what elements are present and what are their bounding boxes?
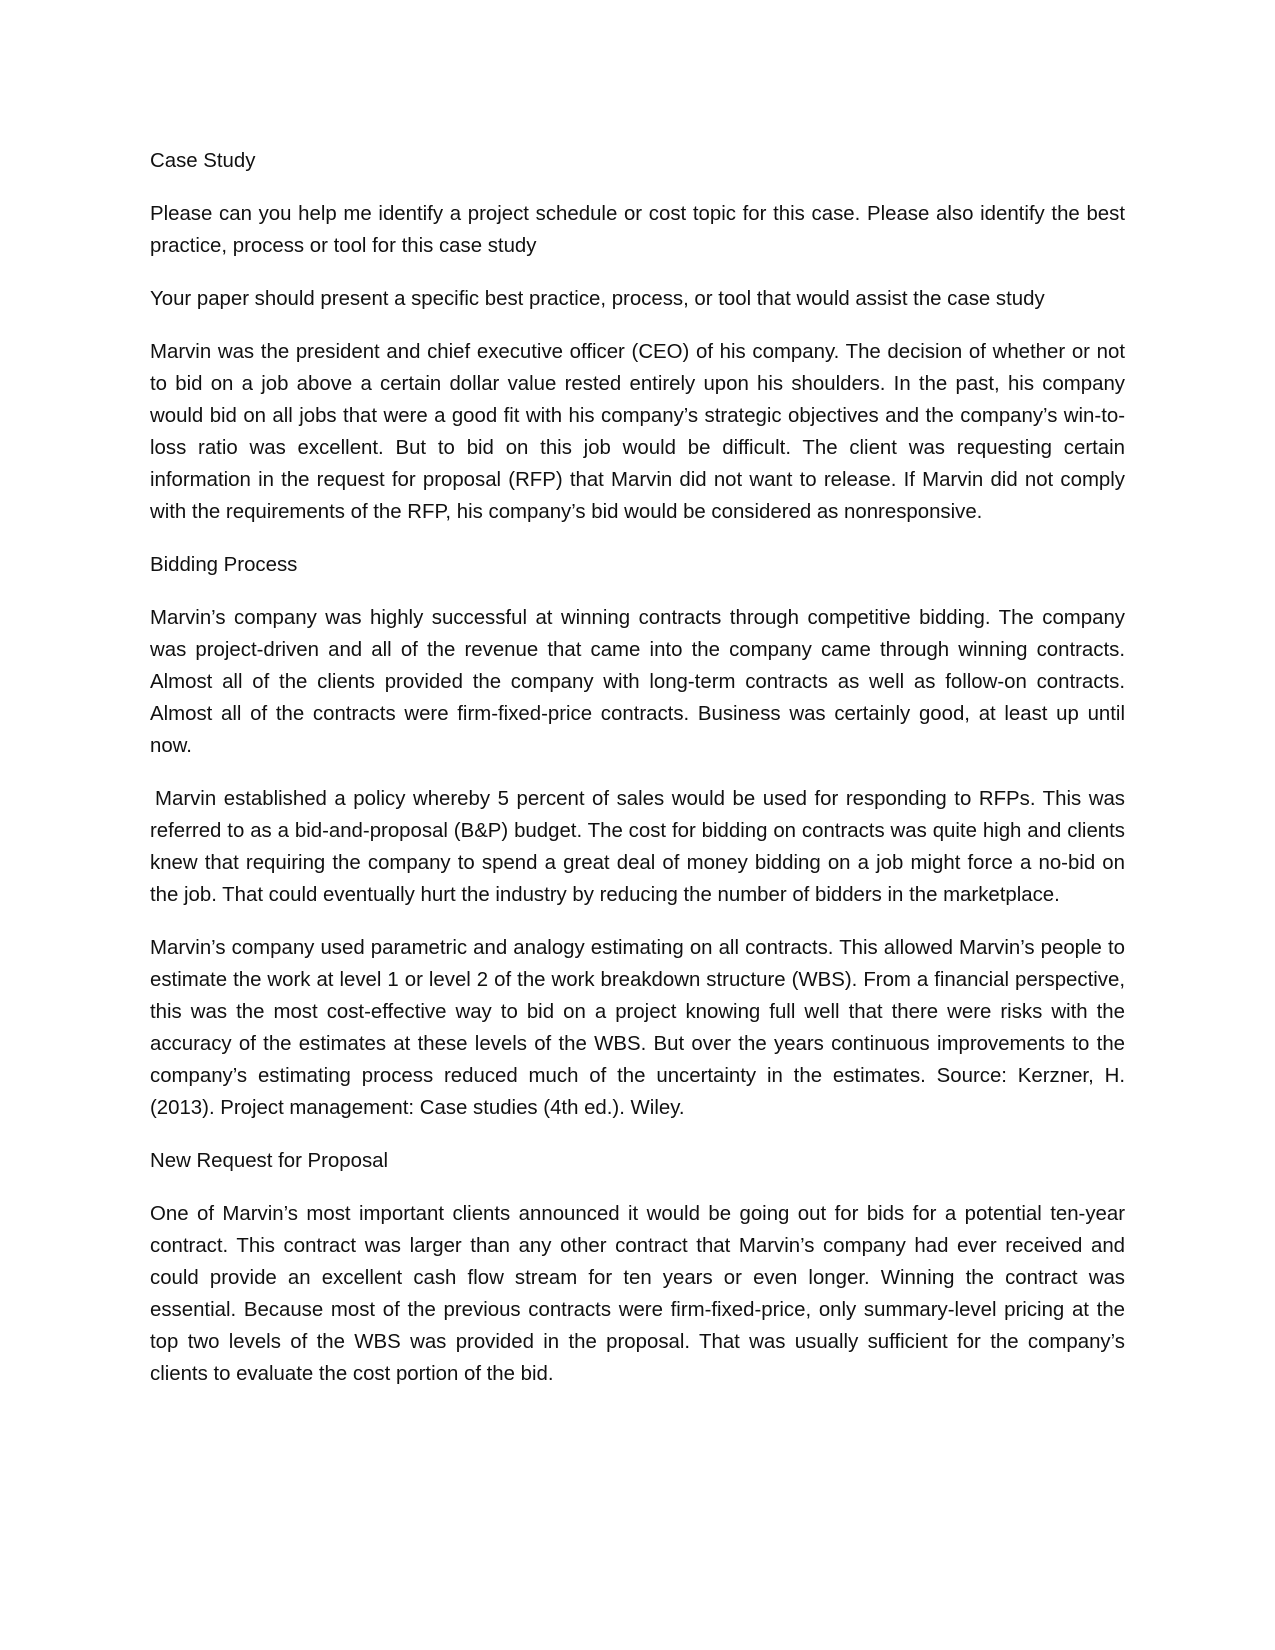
- section-heading-new-rfp: New Request for Proposal: [150, 1150, 389, 1172]
- bidding-paragraph-2: Marvin established a policy whereby 5 percent of sales would be used for responding to RFPs. This was referred to as a bid-and-proposal (B&P) budget. The cost for bidding on contracts was quite high and clients knew that requiring the company to spend a great deal of money bidding on a job might force a no-bid on the job. That could eventually hurt the industry by reducing the number of bidders in the marketplace.: [150, 788, 1125, 906]
- instruction-paragraph: Your paper should present a specific best practice, process, or tool that would assist the case study: [150, 288, 1045, 310]
- new-rfp-paragraph-1: One of Marvin’s most important clients announced it would be going out for bids for a potential ten-year contract. This contract was larger than any other contract that Marvin’s company had ever received and could provide an excellent cash flow stream for ten years or even longer. Winning the contract was essential. Because most of the previous contracts were firm-fixed-price, only summary-level pricing at the top two levels of the WBS was provided in the proposal. That was usually sufficient for the company’s clients to evaluate the cost portion of the bid.: [150, 1203, 1125, 1385]
- bidding-paragraph-1: Marvin’s company was highly successful at winning contracts through competitive bidding. The company was project-driven and all of the revenue that came into the company came through winning contracts. Almost all of the clients provided the company with long-term contracts as well as follow-on contracts. Almost all of the contracts were firm-fixed-price contracts. Business was certainly good, at least up until now.: [150, 607, 1125, 757]
- intro-paragraph: Marvin was the president and chief executive officer (CEO) of his company. The decision of whether or not to bid on a job above a certain dollar value rested entirely upon his shoulders. In the past, his company would bid on all jobs that were a good fit with his company’s strategic objectives and the company’s win-to-loss ratio was excellent. But to bid on this job would be difficult. The client was requesting certain information in the request for proposal (RFP) that Marvin did not want to release. If Marvin did not comply with the requirements of the RFP, his company’s bid would be considered as nonresponsive.: [150, 341, 1125, 523]
- bidding-paragraph-3: Marvin’s company used parametric and analogy estimating on all contracts. This allowed Marvin’s people to estimate the work at level 1 or level 2 of the work breakdown structure (WBS). From a financial perspective, this was the most cost-effective way to bid on a project knowing full well that there were risks with the accuracy of the estimates at these levels of the WBS. But over the years continuous improvements to the company’s estimating process reduced much of the uncertainty in the estimates. Source: Kerzner, H. (2013). Project management: Case studies (4th ed.). Wiley.: [150, 937, 1125, 1119]
- section-heading-bidding-process: Bidding Process: [150, 554, 298, 576]
- page-title: Case Study: [150, 150, 256, 172]
- request-paragraph: Please can you help me identify a project schedule or cost topic for this case. Please also identify the best practice, process or tool for this case study: [150, 203, 1125, 257]
- document-page: [150, 145, 1125, 1411]
